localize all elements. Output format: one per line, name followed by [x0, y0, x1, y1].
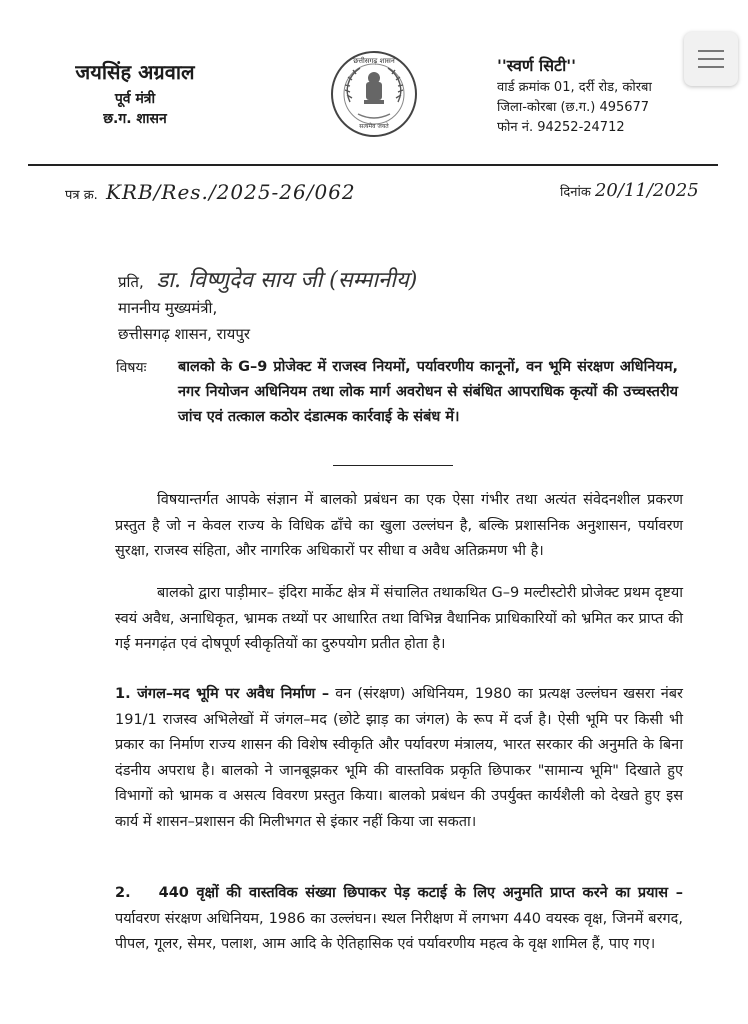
- addressee-handwritten-name: डा. विष्णुदेव साय जी (सम्मानीय): [156, 268, 418, 293]
- point-2-number: 2.: [115, 885, 131, 901]
- addressee-office: छत्तीसगढ़ शासन, रायपुर: [118, 325, 251, 343]
- point-2: [115, 881, 683, 958]
- reference-number: [65, 180, 356, 204]
- hamburger-icon-bar: [698, 50, 724, 52]
- sender-role: पूर्व मंत्री: [114, 91, 156, 107]
- letterhead-divider: [28, 164, 718, 166]
- date-label: दिनांक: [560, 185, 591, 200]
- address-line-1: वार्ड क्रमांक 01, दर्री रोड, कोरबा: [497, 80, 652, 95]
- letterhead-address: [497, 56, 742, 138]
- subject-text: बालको के G–9 प्रोजेक्ट में राजस्व नियमों, पर्यावरणीय कानूनों, वन भूमि संरक्षण अधिनियम, नगर नियोजन अधिनियम तथा लोक मार्ग अवरोधन से संबंधित आपराधिक कृत्यों की उच्चस्तरीय जांच एवं तत्काल कठोर दंडात्मक कार्रवाई के संबंध में।: [178, 359, 678, 425]
- city-name: ''स्वर्ण सिटी'': [497, 56, 577, 75]
- seal-title: छत्तीसगढ़ शासन: [353, 57, 395, 65]
- letter-date: [560, 180, 699, 201]
- addressee-block: [118, 268, 417, 347]
- phone-number: फोन नं. 94252-24712: [497, 120, 625, 135]
- point-2-text: पर्यावरण संरक्षण अधिनियम, 1986 का उल्लंघन। स्थल निरीक्षण में लगभग 440 वयस्क वृक्ष, जिनमें बरगद, पीपल, गूलर, सेमर, पलाश, आम आदि के ऐतिहासिक एवं पर्यावरणीय महत्व के वृक्ष शामिल हैं, पाए गए।: [115, 910, 683, 952]
- sender-org: छ.ग. शासन: [103, 111, 167, 127]
- paragraph-2-text: बालको द्वारा पाड़ीमार– इंदिरा मार्केट क्षेत्र में संचालित तथाकथित G–9 मल्टीस्टोरी प्रोजेक्ट प्रथम दृष्टया स्वयं अवैध, अनाधिकृत, भ्रामक तथ्यों पर आधारित तथा विभिन्न वैधानिक प्राधिकारियों को भ्रमित कर प्राप्त की गई मनगढ़ंत एवं दोषपूर्ण स्वीकृतियों का दुरुपयोग प्रतीत होता है।: [115, 585, 683, 652]
- subject-divider: [333, 465, 453, 466]
- body-paragraph-1: [115, 488, 683, 565]
- point-1-text: वन (संरक्षण) अधिनियम, 1980 का प्रत्यक्ष उल्लंघन खसरा नंबर 191/1 राजस्व अभिलेखों में जंगल–मद (छोटे झाड़ का जंगल) के रूप में दर्ज है। ऐसी भूमि पर किसी भी प्रकार का निर्माण राज्य शासन की विशेष स्वीकृति और पर्यावरण मंत्रालय, भारत सरकार की अनुमति के बिना दंडनीय अपराध है। बालको ने जानबूझकर भूमि की वास्तविक प्रकृति छिपाकर "सामान्य भूमि" दिखाते हुए विभागों को भ्रामक व असत्य विवरण प्रस्तुत किया। बालको प्रबंधन की उपर्युक्त कार्यशैली को देखते हुए इस कार्य में शासन–प्रशासन की मिलीभगत से इंकार नहीं किया जा सकता।: [115, 686, 683, 830]
- letterhead-sender: [55, 58, 215, 129]
- reference-label: पत्र क्र.: [65, 188, 98, 203]
- body-paragraph-2: [115, 581, 683, 658]
- point-2-heading: 440 वृक्षों की वास्तविक संख्या छिपाकर पेड़ कटाई के लिए अनुमति प्राप्त करने का प्रयास –: [158, 885, 683, 901]
- point-1-heading: 1. जंगल–मद भूमि पर अवैध निर्माण –: [115, 686, 330, 702]
- subject-label: विषयः: [116, 360, 147, 376]
- addressee-prefix: प्रति,: [118, 273, 144, 291]
- reference-value: KRB/Res./2025-26/062: [105, 180, 356, 204]
- address-line-2: जिला-कोरबा (छ.ग.) 495677: [497, 100, 650, 115]
- paragraph-1-text: विषयान्तर्गत आपके संज्ञान में बालको प्रबंधन का एक ऐसा गंभीर तथा अत्यंत संवेदनशील प्रकरण प्रस्तुत है जो न केवल राज्य के विधिक ढाँचे का खुला उल्लंघन है, बल्कि प्रशासनिक अनुशासन, पर्यावरण सुरक्षा, राजस्व संहिता, और नागरिक अधिकारों पर सीधा व अवैध अतिक्रमण भी है।: [115, 492, 683, 559]
- state-seal-icon: [330, 50, 418, 138]
- point-1: [115, 682, 683, 835]
- date-value: 20/11/2025: [594, 180, 699, 201]
- sender-name: जयसिंह अग्रवाल: [75, 60, 195, 84]
- seal-motto: सत्यमेव जयते: [359, 123, 389, 130]
- addressee-designation: माननीय मुख्यमंत्री,: [118, 299, 218, 317]
